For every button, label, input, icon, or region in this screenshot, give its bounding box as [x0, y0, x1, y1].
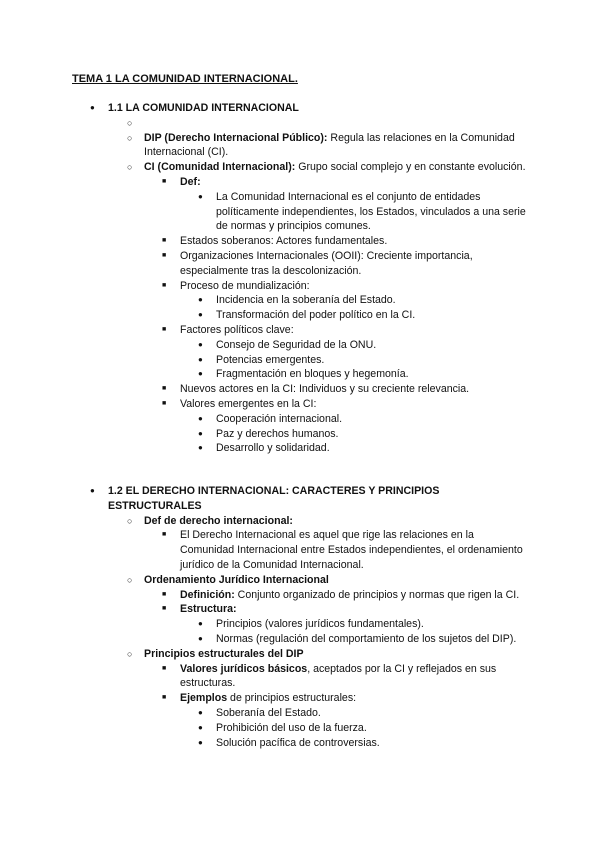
bullet-square-icon: ■: [162, 251, 167, 259]
factores-text: Factores políticos clave:: [180, 323, 294, 336]
list-item-def-derecho-text: [162, 528, 528, 572]
list-item: [198, 293, 528, 308]
list-item: [198, 441, 528, 456]
bullet-dot-icon: ●: [198, 310, 203, 320]
factores-item: Potencias emergentes.: [216, 353, 325, 366]
definicion-term: Definición:: [180, 588, 235, 601]
list-item-nuevos-actores: [162, 382, 528, 397]
estructura-item: Principios (valores jurídicos fundamentales).: [216, 618, 424, 631]
bullet-square-icon: ■: [162, 664, 167, 672]
def-text: La Comunidad Internacional es el conjunto de entidades políticamente independientes, los Estados, vinculados a una serie de normas y principios comunes.: [216, 190, 526, 233]
list-item: [198, 367, 528, 382]
list-item-def-text: [198, 190, 528, 234]
def-derecho-heading: Def de derecho internacional:: [144, 514, 293, 527]
ejemplos-term: Ejemplos: [180, 692, 228, 705]
section-2: [90, 484, 528, 750]
bullet-dot-icon: ●: [198, 722, 203, 732]
bullet-dot-icon: ●: [198, 619, 203, 629]
bullet-dot-icon: ●: [198, 413, 203, 423]
list-item-ooii: [162, 249, 528, 279]
bullet-dot-icon: ●: [90, 486, 95, 495]
list-item-estructura: [162, 602, 528, 646]
mundializacion-item: Transformación del poder político en la CI.: [216, 309, 416, 322]
ejemplos-text: de principios estructurales:: [227, 692, 357, 705]
list-item-estados: [162, 234, 528, 249]
ejemplo-item: Soberanía del Estado.: [216, 706, 321, 719]
bullet-circle-icon: ○: [127, 162, 133, 173]
bullet-square-icon: ■: [162, 590, 167, 598]
list-item: [198, 706, 528, 721]
list-item: [198, 338, 528, 353]
section-1: [90, 101, 528, 456]
list-item: [198, 617, 528, 632]
bullet-dot-icon: ●: [198, 737, 203, 747]
factores-item: Fragmentación en bloques y hegemonía.: [216, 368, 409, 381]
ci-text: Grupo social complejo y en constante evolución.: [295, 161, 526, 174]
bullet-circle-icon: ○: [127, 132, 133, 143]
list-item: [198, 308, 528, 323]
bullet-circle-icon: ○: [127, 515, 133, 526]
nuevos-actores-text: Nuevos actores en la CI: Individuos y su creciente relevancia.: [180, 383, 470, 396]
list-item: [198, 632, 528, 647]
bullet-dot-icon: ●: [198, 707, 203, 717]
list-item: [198, 736, 528, 751]
mundializacion-text: Proceso de mundialización:: [180, 279, 310, 292]
bullet-square-icon: ■: [162, 281, 167, 289]
valores-text: Valores emergentes en la CI:: [180, 397, 317, 410]
list-item: [198, 427, 528, 442]
bullet-circle-icon: ○: [127, 117, 133, 128]
ejemplo-item: Solución pacífica de controversias.: [216, 736, 380, 749]
estados-text: Estados soberanos: Actores fundamentales.: [180, 235, 388, 248]
valores-item: Cooperación internacional.: [216, 412, 343, 425]
list-item-ejemplos: [162, 691, 528, 750]
list-item: [198, 353, 528, 368]
bullet-dot-icon: ●: [198, 339, 203, 349]
bullet-dot-icon: ●: [198, 295, 203, 305]
list-item-dip: [127, 131, 528, 161]
section-1-item: [90, 101, 528, 456]
list-item-principios: [127, 647, 528, 751]
valores-juridicos-term: Valores jurídicos básicos: [180, 662, 308, 675]
section-2-item: [90, 484, 528, 750]
list-item-valores: [162, 397, 528, 456]
ordenamiento-heading: Ordenamiento Jurídico Internacional: [144, 573, 329, 586]
bullet-square-icon: ■: [162, 399, 167, 407]
list-item-factores: [162, 323, 528, 382]
section-1-heading: 1.1 LA COMUNIDAD INTERNACIONAL: [108, 102, 299, 114]
list-item-def-derecho: [127, 514, 528, 573]
dip-term: DIP (Derecho Internacional Público):: [144, 131, 328, 144]
estructura-item: Normas (regulación del comportamiento de los sujetos del DIP).: [216, 632, 517, 645]
def-label: Def:: [180, 175, 201, 188]
document-title: TEMA 1 LA COMUNIDAD INTERNACIONAL.: [72, 73, 298, 85]
bullet-dot-icon: ●: [90, 103, 95, 112]
mundializacion-item: Incidencia en la soberanía del Estado.: [216, 294, 396, 307]
definicion-text: Conjunto organizado de principios y normas que rigen la CI.: [234, 588, 520, 601]
list-item-valores-juridicos: [162, 662, 528, 692]
section-2-heading: 1.2 EL DERECHO INTERNACIONAL: CARACTERES Y PRINCIPIOS ESTRUCTURALES: [108, 485, 440, 512]
ooii-text: Organizaciones Internacionales (OOII): Creciente importancia, especialmente tras la descolonización.: [180, 249, 473, 277]
bullet-square-icon: ■: [162, 237, 167, 245]
list-item: [198, 412, 528, 427]
ci-term: CI (Comunidad Internacional):: [144, 161, 296, 174]
bullet-dot-icon: ●: [198, 369, 203, 379]
bullet-square-icon: ■: [162, 605, 167, 613]
bullet-dot-icon: ●: [198, 428, 203, 438]
list-item: [198, 721, 528, 736]
valores-item: Paz y derechos humanos.: [216, 427, 339, 440]
valores-item: Desarrollo y solidaridad.: [216, 442, 330, 455]
bullet-square-icon: ■: [162, 177, 167, 185]
principios-heading: Principios estructurales del DIP: [144, 647, 304, 660]
list-item-def: [162, 175, 528, 234]
bullet-square-icon: ■: [162, 325, 167, 333]
bullet-dot-icon: ●: [198, 633, 203, 643]
bullet-square-icon: ■: [162, 385, 167, 393]
bullet-dot-icon: ●: [198, 191, 203, 201]
bullet-dot-icon: ●: [198, 443, 203, 453]
bullet-circle-icon: ○: [127, 574, 133, 585]
def-derecho-text: El Derecho Internacional es aquel que rige las relaciones en la Comunidad Internacional entre Estados independientes, el ordenamiento jurídico de la Comunidad Internacional.: [180, 529, 523, 571]
dip-text: Regula las relaciones en la Comunidad Internacional (CI).: [144, 131, 515, 159]
factores-item: Consejo de Seguridad de la ONU.: [216, 338, 377, 351]
list-item-ordenamiento: [127, 573, 528, 647]
list-item-definicion: [162, 588, 528, 603]
list-item-ci: [127, 160, 528, 456]
empty-list-item: [127, 116, 528, 131]
bullet-square-icon: ■: [162, 694, 167, 702]
ejemplo-item: Prohibición del uso de la fuerza.: [216, 721, 367, 734]
valores-juridicos-text: , aceptados por la CI y reflejados en sus estructuras.: [180, 662, 497, 690]
bullet-dot-icon: ●: [198, 354, 203, 364]
estructura-label: Estructura:: [180, 603, 237, 616]
bullet-square-icon: ■: [162, 531, 167, 539]
bullet-circle-icon: ○: [127, 648, 133, 659]
list-item-mundializacion: [162, 279, 528, 323]
